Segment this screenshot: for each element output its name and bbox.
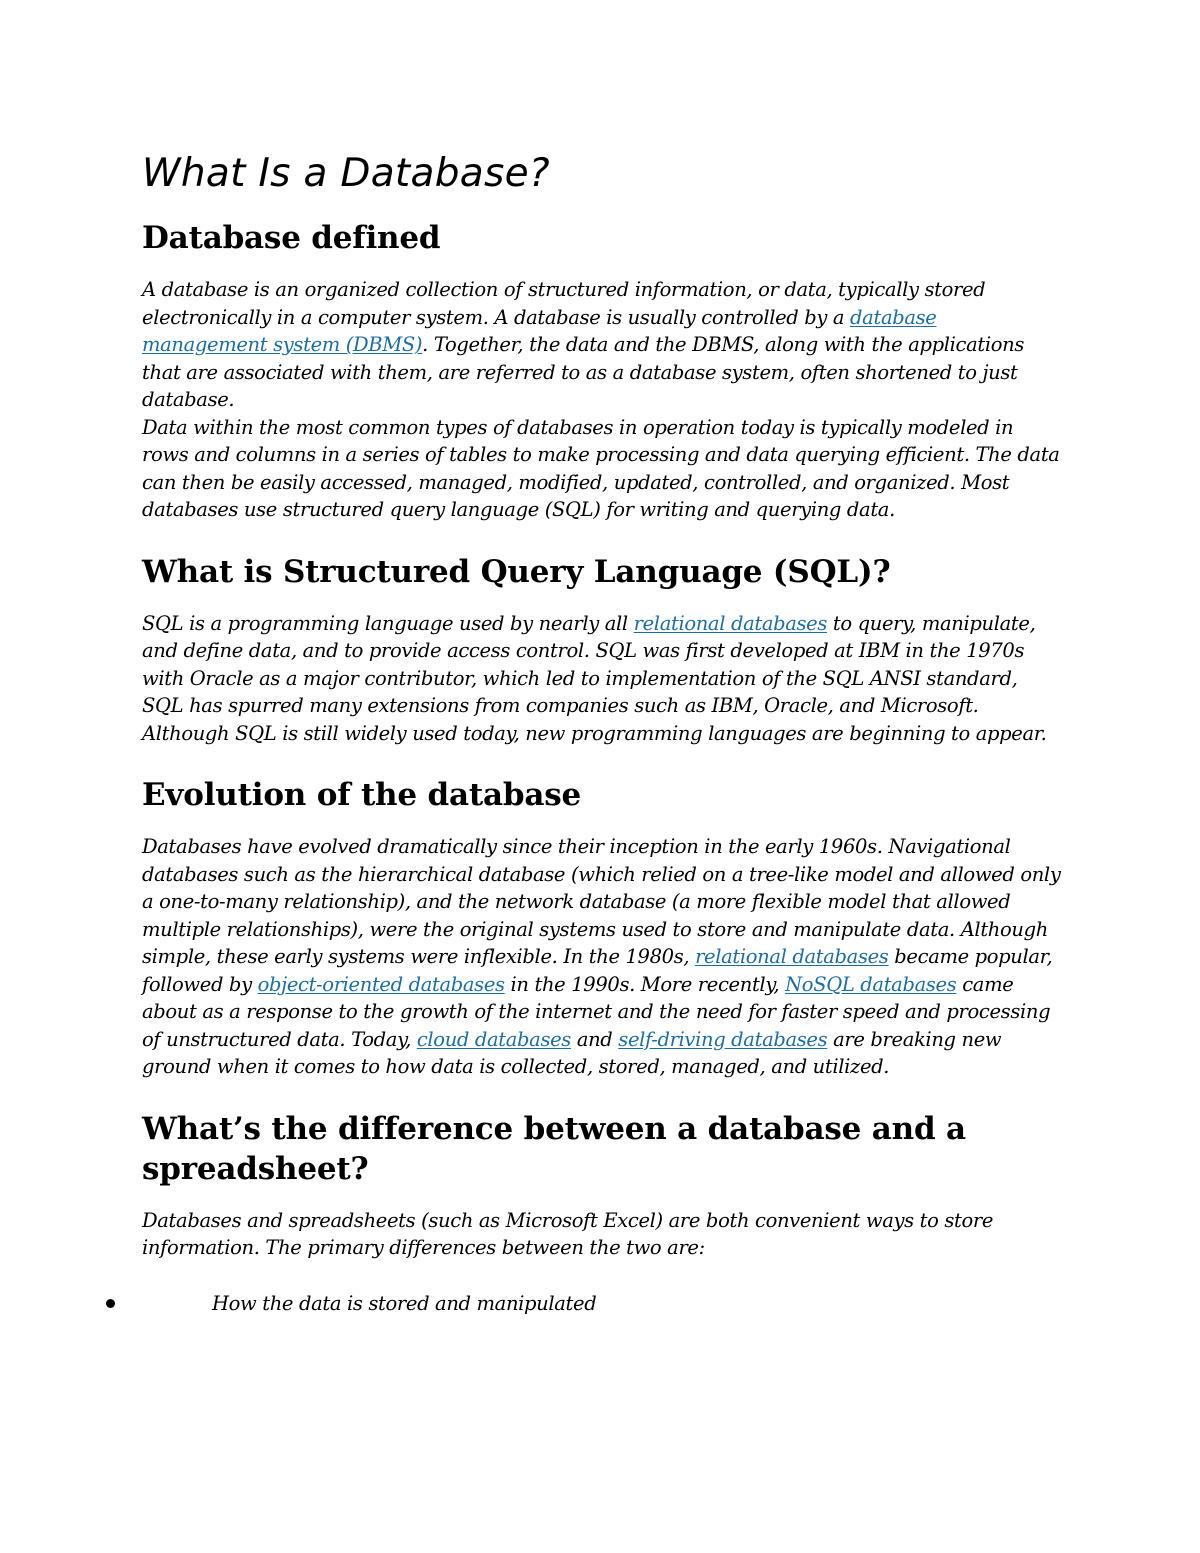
heading-database-defined: Database defined — [142, 220, 441, 256]
link-dbms[interactable]: database management system (DBMS) — [142, 305, 937, 356]
paragraph-database-definition — [142, 276, 1062, 414]
paragraph-evolution — [142, 833, 1062, 1081]
heading-what-is-sql: What is Structured Query Language (SQL)? — [142, 553, 891, 590]
paragraph-database-vs-spreadsheet: Databases and spreadsheets (such as Microsoft Excel) are both convenient ways to store information. The primary differences between the two are: — [142, 1208, 994, 1259]
link-nosql-databases[interactable]: NoSQL databases — [785, 972, 957, 996]
link-cloud-databases[interactable]: cloud databases — [416, 1027, 571, 1051]
text-run: became popular, followed by — [142, 945, 1053, 996]
link-relational-databases[interactable]: relational databases — [633, 611, 828, 635]
text-run: A database is an organized collection of structured information, or data, typically stored electronically in a computer system. A database is usually controlled by a — [142, 278, 986, 329]
text-run: to query, manipulate, and define data, and to provide access control. SQL was first developed at IBM in the 1970s with Oracle as a major contributor, which led to implementation of the SQL ANSI standard, SQL has spurred many extensions from companies such as IBM, Oracle, and Microsoft. Although SQL is still widely used today, new programming languages are beginning to appear. — [142, 611, 1047, 745]
bullet-icon — [106, 1299, 115, 1308]
text-run: are breaking new ground when it comes to how data is collected, stored, managed, and utilized. — [142, 1027, 1002, 1078]
document-page — [142, 148, 1062, 1320]
link-relational-databases-2[interactable]: relational databases — [695, 945, 889, 968]
text-run: . Together, the data and the DBMS, along with the applications that are associated with them, are referred to as a database system, often shortened to just database. — [142, 333, 1024, 411]
paragraph-sql — [142, 610, 1062, 748]
page-title: What Is a Database? — [142, 151, 550, 196]
text-run: in the 1990s. More recently, — [504, 972, 786, 996]
list-item — [142, 1290, 1062, 1320]
paragraph-data-rows-columns: Data within the most common types of databases in operation today is typically modeled in rows and columns in a series of tables to make processing and data querying efficient. The data can then be easily accessed, managed, modified, updated, controlled, and organized. Most databases use structured query language (SQL) for writing and querying data. — [142, 415, 1060, 521]
heading-evolution: Evolution of the database — [142, 777, 582, 813]
text-run: Databases have evolved dramatically since their inception in the early 1960s. Navigational databases such as the hierarchical database (which relied on a tree-like model and allowed only a one-to-many relationship), and the network database (a more flexible model that allowed multiple relationships), were the original systems used to store and manipulate data. Although simple, these early systems were inflexible. In the 1980s, — [142, 835, 1061, 968]
text-run: came about as a response to the growth of the internet and the need for faster speed and processing of unstructured data. Today, — [142, 972, 1051, 1051]
link-self-driving-databases[interactable]: self-driving databases — [618, 1027, 828, 1051]
text-run: SQL is a programming language used by nearly all — [142, 611, 634, 635]
link-object-oriented-databases[interactable]: object-oriented databases — [257, 972, 505, 996]
list-item-text: How the data is stored and manipulated — [212, 1291, 597, 1315]
heading-database-vs-spreadsheet: What’s the difference between a database and a spreadsheet? — [142, 1110, 966, 1187]
text-run: and — [570, 1027, 619, 1051]
